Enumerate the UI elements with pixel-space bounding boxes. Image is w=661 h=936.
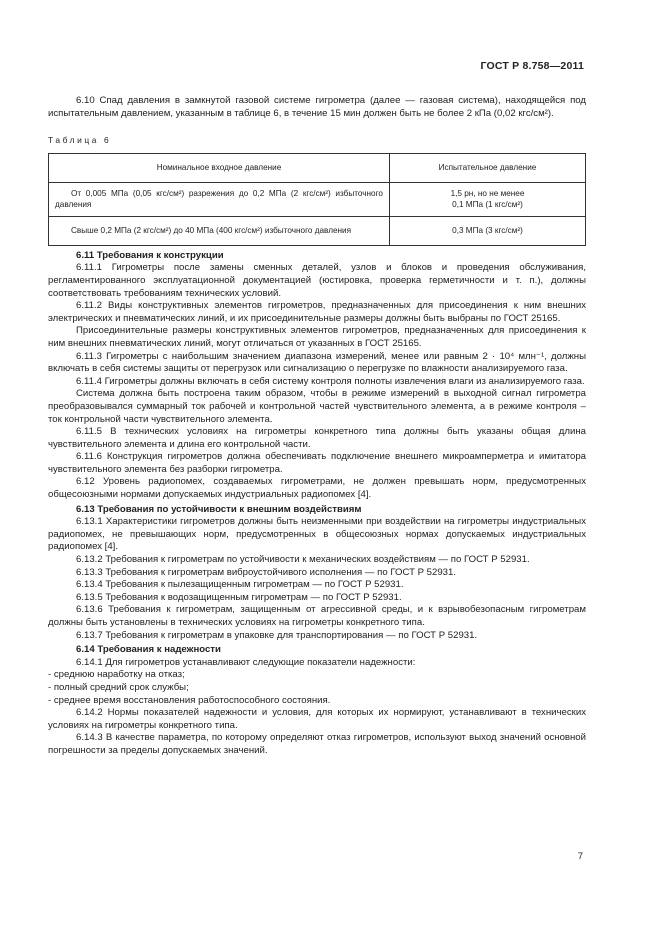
paragraph: 6.11.3 Гигрометры с наибольшим значением диапазона измерений, менее или равным 2 · 10⁴ млн⁻¹, должны включать в себя системы защиты от перегрузок или сигнализацию о перегрузке по влажности анализируемого газа.: [48, 350, 586, 375]
table-cell-test: [389, 182, 585, 216]
paragraph: 6.13.3 Требования к гигрометрам виброустойчивого исполнения — по ГОСТ Р 52931.: [76, 566, 457, 578]
table-caption: Таблица 6: [48, 135, 112, 146]
paragraph: 6.13.2 Требования к гигрометрам по устойчивости к механических воздействиям — по ГОСТ Р 52931.: [76, 554, 530, 566]
table-cell-test: [389, 216, 585, 245]
paragraph: 6.13.7 Требования к гигрометрам в упаковке для транспортирования — по ГОСТ Р 52931.: [76, 629, 478, 641]
section-heading-6-11: 6.11 Требования к конструкции: [76, 249, 224, 261]
table-cell-test-line: 0,3 МПа (3 кгс/см²): [452, 226, 523, 236]
paragraph: 6.13.5 Требования к водозащищенным гигрометрам — по ГОСТ Р 52931.: [76, 591, 402, 603]
table-cell-test-line: 1,5 pн, но не менее: [450, 189, 525, 199]
paragraph: 6.13.6 Требования к гигрометрам, защищенным от агрессивной среды, и к взрывобезопасным гигрометрам должны быть установлены в технических условиях на гигрометры конкретного типа.: [48, 604, 586, 628]
list-item: - среднюю наработку на отказ;: [48, 669, 185, 681]
table-cell-test-line: 0,1 МПа (1 кгс/см²): [452, 200, 523, 210]
table-row: [49, 216, 586, 245]
table-header-nominal: Номинальное входное давление: [49, 153, 390, 182]
table-cell-nominal: От 0,005 МПа (0,05 кгс/см²) разрежения до 0,2 МПа (2 кгс/см²) избыточного давления: [49, 182, 390, 216]
paragraph: Присоединительные размеры конструктивных элементов гигрометров, предназначенных для присоединения к ним внешних пневматических линий, могут отличаться от указанных в ГОСТ 25165.: [48, 325, 586, 349]
paragraph-6-12: 6.12 Уровень радиопомех, создаваемых гигрометрами, не должен превышать норм, предусмотренных общесоюзными нормами допускаемых индустриальных радиопомех [4].: [48, 476, 586, 501]
paragraph: 6.13.1 Характеристики гигрометров должны быть неизменными при воздействии на гигрометры индустриальных радиопомех, не превышающих норм, предусмотренных в общесоюзных нормах допускаемых индустриальных радиопомех [4].: [48, 516, 586, 553]
table-header-test: Испытательное давление: [389, 153, 585, 182]
paragraph-6-10: 6.10 Спад давления в замкнутой газовой системе гигрометра (далее — газовая система), находящейся под испытательным давлением, указанным в таблице 6, в течение 15 мин должен быть не более 2 кПа (0,02 кгс/см²).: [48, 95, 586, 119]
paragraph: 6.14.2 Нормы показателей надежности и условия, для которых их нормируют, устанавливают в технических условиях на гигрометры конкретного типа.: [48, 707, 586, 731]
paragraph: 6.11.4 Гигрометры должны включать в себя систему контроля полноты извлечения влаги из анализируемого газа.: [76, 375, 585, 387]
list-item: - среднее время восстановления работоспособного состояния.: [48, 694, 331, 706]
paragraph: 6.14.3 В качестве параметра, по которому определяют отказ гигрометров, используют выход значений основной погрешности за пределы допускаемых значений.: [48, 732, 586, 756]
list-item: - полный средний срок службы;: [48, 681, 189, 693]
document-header: ГОСТ Р 8.758—2011: [480, 60, 584, 72]
paragraph: 6.14.1 Для гигрометров устанавливают следующие показатели надежности:: [76, 656, 416, 668]
paragraph: 6.11.1 Гигрометры после замены сменных деталей, узлов и блоков и проведения обслуживания, регламентированного эксплуатационной документацией (юстировка, проверка герметичности и т. п.), должны соответствовать требованиям технических условий.: [48, 262, 586, 299]
paragraph: 6.11.6 Конструкция гигрометров должна обеспечивать подключение внешнего микроамперметра и имитатора чувствительного элемента без разборки гигрометра.: [48, 451, 586, 475]
table-cell-nominal: Свыше 0,2 МПа (2 кгс/см²) до 40 МПа (400 кгс/см²) избыточного давления: [49, 216, 390, 245]
section-heading-6-13: 6.13 Требования по устойчивости к внешним воздействиям: [76, 503, 362, 515]
paragraph: 6.11.5 В технических условиях на гигрометры конкретного типа должны быть указаны общая длина чувствительного элемента и длина его контрольной части.: [48, 426, 586, 450]
page-number: 7: [577, 851, 583, 862]
paragraph: Система должна быть построена таким образом, чтобы в режиме измерений в выходной сигнал гигрометра преобразовывался суммарный ток рабочей и контрольной частей чувствительного элемента, а в режиме контроля – ток контрольной части чувствительного элемента.: [48, 388, 586, 425]
table-6: [48, 153, 586, 246]
section-heading-6-14: 6.14 Требования к надежности: [76, 644, 221, 656]
document-body: [48, 95, 586, 758]
paragraph: 6.11.2 Виды конструктивных элементов гигрометров, предназначенных для присоединения к ним внешних электрических и пневматических линий, и их присоединительные размеры должны быть выбраны по ГОСТ 25165.: [48, 300, 586, 324]
table-row: [49, 182, 586, 216]
paragraph: 6.13.4 Требования к пылезащищенным гигрометрам — по ГОСТ Р 52931.: [76, 579, 404, 591]
